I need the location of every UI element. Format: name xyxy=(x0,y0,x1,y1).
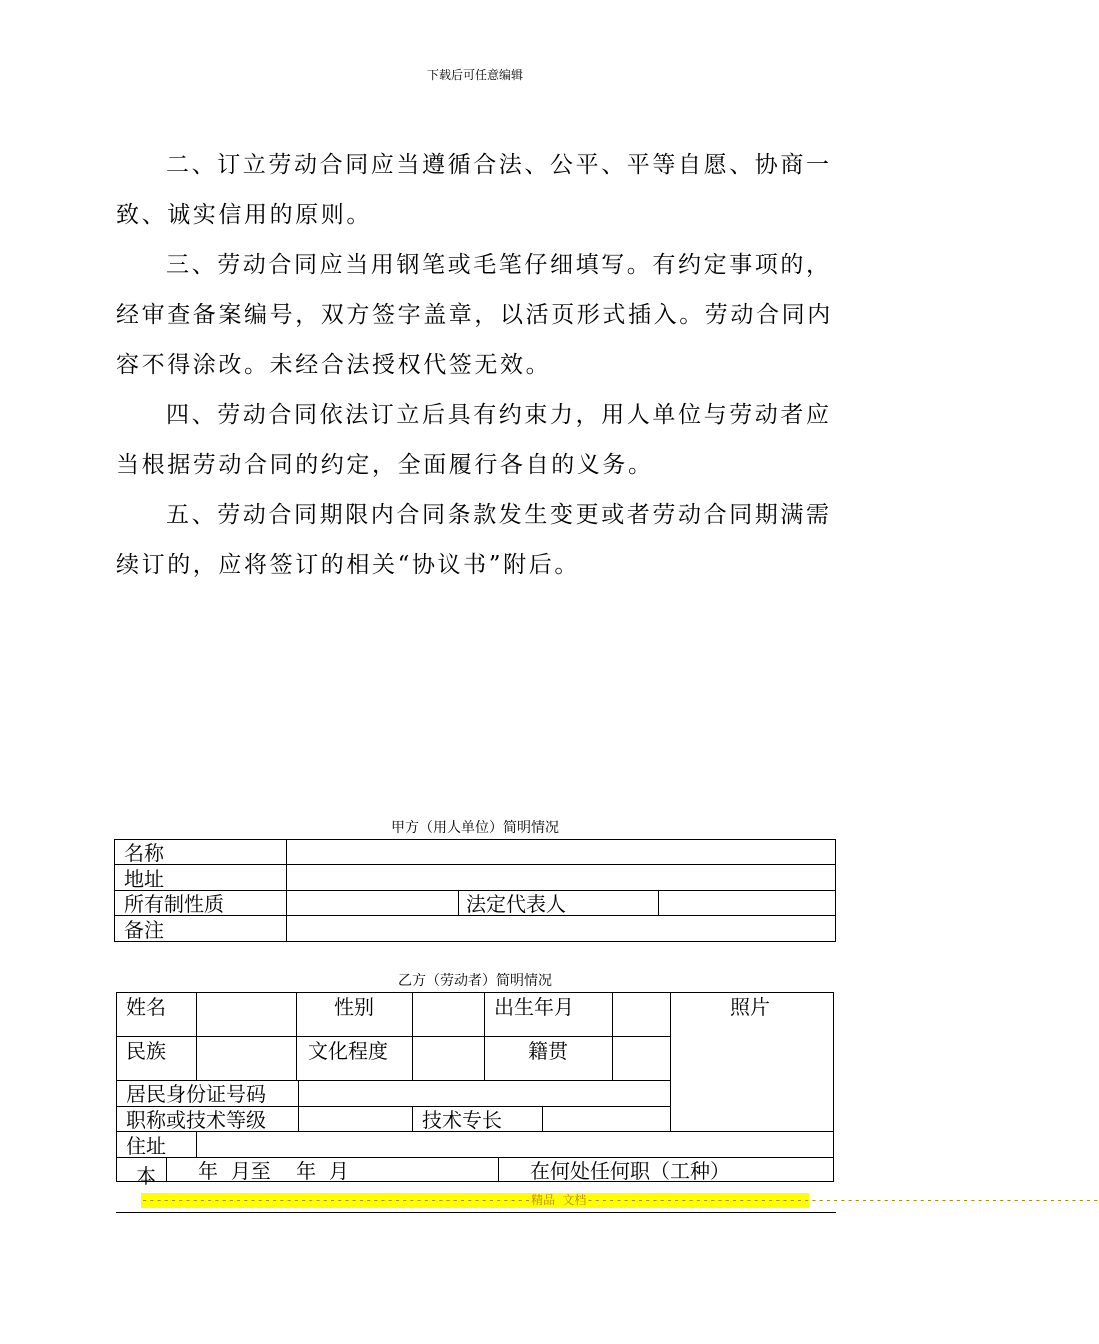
party-b-specialty-label: 技术专长 xyxy=(422,1108,502,1132)
party-a-ownership-label: 所有制性质 xyxy=(124,892,224,916)
paragraph-4: 四、劳动合同依法订立后具有约束力，用人单位与劳动者应当根据劳动合同的约定，全面履行各自的义务。 xyxy=(116,402,832,478)
paragraph-5: 五、劳动合同期限内合同条款发生变更或者劳动合同期满需续订的，应将签订的相关“协议书”附后。 xyxy=(116,502,832,578)
party-b-position-label: 在何处任何职（工种） xyxy=(530,1159,730,1183)
party-b-education-label: 文化程度 xyxy=(308,1039,388,1063)
party-b-id-label: 居民身份证号码 xyxy=(126,1082,266,1106)
party-b-photo-label: 照片 xyxy=(730,995,770,1019)
paragraph-3: 三、劳动合同应当用钢笔或毛笔仔细填写。有约定事项的，经审查备案编号，双方签字盖章，以活页形式插入。劳动合同内容不得涂改。未经合法授权代签无效。 xyxy=(116,252,833,378)
footer-rule xyxy=(116,1212,836,1213)
paragraph-2: 二、订立劳动合同应当遵循合法、公平、平等自愿、协商一致、诚实信用的原则。 xyxy=(116,152,832,228)
party-b-gender-label: 性别 xyxy=(334,995,374,1019)
party-b-name-label: 姓名 xyxy=(126,995,166,1019)
party-b-origin-label: 籍贯 xyxy=(528,1039,568,1063)
party-a-address-label: 地址 xyxy=(124,867,164,891)
party-a-legal-rep-label: 法定代表人 xyxy=(466,892,566,916)
party-a-remarks-label: 备注 xyxy=(124,918,164,942)
party-b-history-side-label: 本 xyxy=(136,1164,156,1188)
party-b-title: 乙方（劳动者）简明情况 xyxy=(398,973,552,989)
party-b-period-label: 年 月至 年 月 xyxy=(198,1159,349,1183)
page-header: 下载后可任意编辑 xyxy=(426,68,523,82)
party-b-birth-label: 出生年月 xyxy=(494,995,574,1019)
party-b-title-label: 职称或技术等级 xyxy=(126,1108,266,1132)
party-a-name-label: 名称 xyxy=(124,841,164,865)
party-b-address-label: 住址 xyxy=(126,1134,166,1158)
party-b-ethnicity-label: 民族 xyxy=(126,1039,166,1063)
party-a-title: 甲方（用人单位）简明情况 xyxy=(391,820,559,836)
footer-banner: ------------------------------------------------------精品 文档----------------------------------------------------------------------- xyxy=(141,1193,1099,1207)
